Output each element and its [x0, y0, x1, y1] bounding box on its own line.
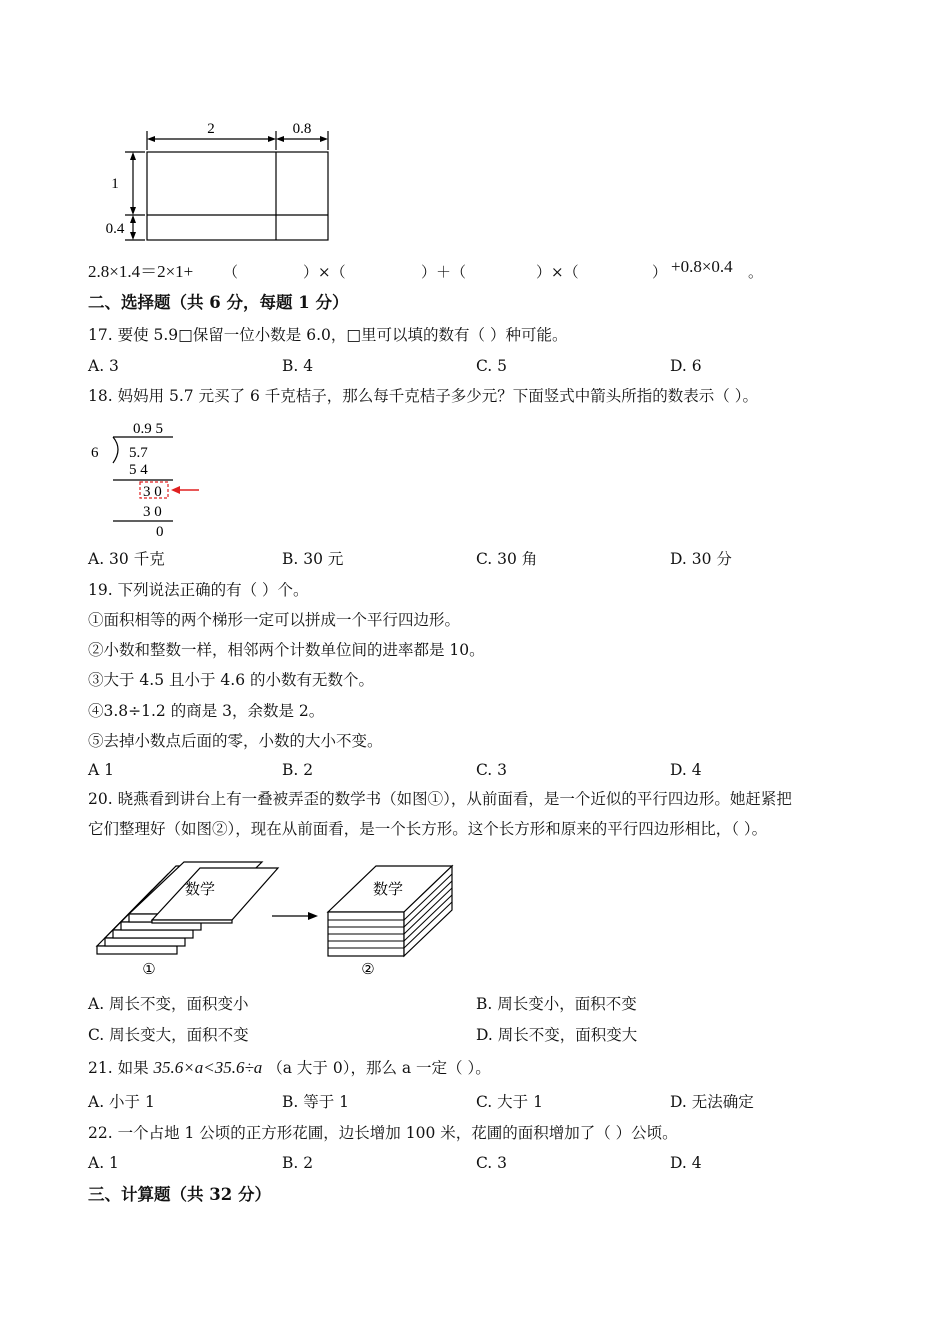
option-a[interactable]: A. 3	[88, 357, 119, 375]
blank-4-close: ）	[652, 263, 668, 281]
q16-equation	[88, 257, 788, 283]
q19-item-2: ②小数和整数一样，相邻两个计数单位间的进率都是 10。	[88, 641, 485, 659]
blank-2-close: ）＋（	[421, 263, 467, 281]
fig-label-1: ①	[142, 962, 156, 978]
q19-item-1: ①面积相等的两个梯形一定可以拼成一个平行四边形。	[88, 611, 461, 629]
equation-lhs: 2.8×1.4＝2×1+	[88, 262, 194, 281]
blank-1-open: （	[223, 263, 239, 281]
long-division-figure	[85, 415, 225, 540]
option-a[interactable]: A. 周长不变，面积变小	[88, 995, 249, 1013]
section-3-title: 三、计算题（共 32 分）	[88, 1185, 271, 1204]
remainder: 0	[156, 524, 164, 540]
q21-options	[88, 1091, 868, 1113]
option-b[interactable]: B. 等于 1	[282, 1093, 350, 1111]
option-d[interactable]: D. 4	[670, 761, 702, 779]
blank-3-close: ）×（	[536, 263, 579, 281]
q20-options-row-2	[88, 1024, 868, 1046]
fig-label-2: ②	[361, 962, 375, 978]
q21-rest: （a 大于 0），那么 a 一定（ ）。	[267, 1059, 491, 1077]
option-b[interactable]: B. 4	[282, 357, 314, 375]
q19-item-3: ③大于 4.5 且小于 4.6 的小数有无数个。	[88, 671, 375, 689]
step-product: 5 4	[129, 462, 148, 478]
option-c[interactable]: C. 5	[476, 357, 508, 375]
book-label-1: 数学	[184, 882, 216, 898]
step-carry: 3 0	[143, 484, 162, 500]
dim-label-2: 2	[207, 121, 215, 137]
q21-expression: 35.6×a<35.6÷a	[153, 1058, 263, 1077]
dividend: 5.7	[129, 445, 148, 461]
dim-label-0-4: 0.4	[105, 221, 125, 237]
section-2-title: 二、选择题（共 6 分，每题 1 分）	[88, 293, 349, 312]
q19-item-4: ④3.8÷1.2 的商是 3，余数是 2。	[88, 702, 325, 720]
q18-options	[88, 548, 868, 570]
q20-options-row-1	[88, 993, 868, 1015]
q18-stem: 18. 妈妈用 5.7 元买了 6 千克桔子，那么每千克桔子多少元？下面竖式中箭头所指的数表示（ ）。	[88, 387, 758, 405]
divisor: 6	[91, 445, 99, 461]
option-c[interactable]: C. 周长变大，面积不变	[88, 1026, 249, 1044]
option-b[interactable]: B. 30 元	[282, 550, 344, 568]
quotient: 0.9 5	[133, 421, 163, 437]
q20-stem-line-2: 它们整理好（如图②），现在从前面看，是一个长方形。这个长方形和原来的平行四边形相比，（ ）。	[88, 820, 768, 838]
dim-label-1: 1	[111, 176, 119, 192]
q20-stem-line-1: 20. 晓燕看到讲台上有一叠被弄歪的数学书（如图①），从前面看，是一个近似的平行四边形。她赶紧把	[88, 790, 792, 808]
option-b[interactable]: B. 2	[282, 1154, 314, 1172]
q19-stem: 19. 下列说法正确的有（ ）个。	[88, 581, 309, 599]
q22-stem: 22. 一个占地 1 公顷的正方形花圃，边长增加 100 米，花圃的面积增加了（ ）公顷。	[88, 1124, 678, 1142]
option-a[interactable]: A. 1	[88, 1154, 119, 1172]
red-arrow-head	[171, 486, 180, 494]
option-a[interactable]: A. 30 千克	[88, 550, 165, 568]
option-c[interactable]: C. 3	[476, 761, 508, 779]
option-c[interactable]: C. 3	[476, 1154, 508, 1172]
option-d[interactable]: D. 4	[670, 1154, 702, 1172]
q21-number: 21. 如果	[88, 1059, 149, 1077]
q22-options	[88, 1152, 868, 1174]
equation-tail: +0.8×0.4	[671, 257, 733, 276]
option-c[interactable]: C. 大于 1	[476, 1093, 543, 1111]
dim-label-0-8: 0.8	[292, 121, 312, 137]
area-decomposition-figure	[95, 115, 345, 250]
book-label-2: 数学	[372, 882, 404, 898]
option-b[interactable]: B. 周长变小，面积不变	[476, 995, 637, 1013]
option-b[interactable]: B. 2	[282, 761, 314, 779]
option-a[interactable]: A 1	[88, 761, 114, 779]
q19-options	[88, 759, 868, 781]
blank-1-close: ）×（	[303, 263, 346, 281]
equation-end: 。	[748, 263, 764, 281]
option-d[interactable]: D. 无法确定	[670, 1093, 754, 1111]
option-c[interactable]: C. 30 角	[476, 550, 538, 568]
option-d[interactable]: D. 30 分	[670, 550, 732, 568]
q21-stem	[88, 1057, 491, 1079]
q17-options	[88, 355, 868, 377]
book-stack-figure	[92, 860, 462, 980]
q17-stem: 17. 要使 5.9□保留一位小数是 6.0，□里可以填的数有（ ）种可能。	[88, 326, 568, 344]
q19-item-5: ⑤去掉小数点后面的零，小数的大小不变。	[88, 732, 383, 750]
step-product-2: 3 0	[143, 504, 162, 520]
option-d[interactable]: D. 6	[670, 357, 702, 375]
option-a[interactable]: A. 小于 1	[88, 1093, 155, 1111]
option-d[interactable]: D. 周长不变，面积变大	[476, 1026, 638, 1044]
